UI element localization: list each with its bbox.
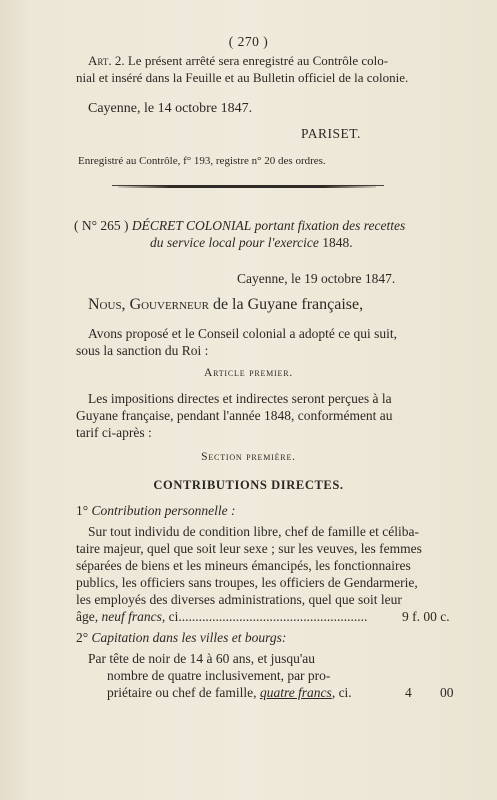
decree-number: ( N° 265 ) [74,218,129,233]
item1-line1: Sur tout individu de condition libre, chef de famille et céliba- [88,524,420,539]
item1-title: Contribution personnelle : [91,503,236,518]
dot-leader: ........................................................ [178,609,368,624]
decree-title-caps: DÉCRET COLONIAL [131,218,252,233]
art2-text1: Le présent arrêté sera enregistré au Contrôle colo- [127,53,389,68]
item2-title: Capitation dans les villes et bourgs: [91,630,287,645]
decree-title-line2 [150,234,353,251]
page-number: ( 270 ) [228,34,269,49]
article-line1: Les impositions directes et indirectes seront perçues à la [88,391,392,406]
item2-ci: , ci. [331,685,352,700]
item1-line3: séparées de biens et les mineurs émancipés, les fonctionnaires [76,558,411,573]
separator-rule-bold [118,185,376,188]
item2-number: 2° [76,630,89,645]
item1-ci: ci [168,609,179,624]
item2-amount-dec: 00 [440,685,454,700]
decree-title-service: du service local pour l'exercice [150,235,319,250]
art2-label: Art. 2. [88,53,125,68]
item2-proprietaire: priétaire ou chef de famille, [107,685,257,700]
item1-line6 [76,608,368,625]
preamble-line2: sous la sanction du Roi : [76,343,209,358]
section-premiere-heading: Section première. [201,451,296,463]
nous-line [88,296,363,314]
preamble-line1: Avons proposé et le Conseil colonial a adopté ce qui suit, [88,326,398,341]
item1-neuf-francs: neuf francs, [101,609,166,624]
item1-amount: 9 f. 00 c. [402,609,450,624]
article-line3: tarif ci-après : [76,425,152,440]
date-1847-10-14: Cayenne, le 14 octobre 1847. [88,101,253,116]
item1-number: 1° [76,503,89,518]
item1-line5: les employés des diverses administrations, quel que soit leur [76,592,402,607]
item1-heading [76,502,236,519]
article-line2: Guyane française, pendant l'année 1848, conformément au [76,408,393,423]
item2-line3 [107,684,352,701]
decree-title-line1 [74,217,405,234]
art2-line2: nial et inséré dans la Feuille et au Bulletin officiel de la colonie. [76,70,409,85]
item1-age: âge, [76,609,99,624]
decree-title-year: 1848. [322,235,353,250]
item2-amount-int: 4 [405,685,412,700]
article-premier-heading: Article premier. [203,367,294,379]
signature: PARISET. [301,126,361,141]
contributions-directes-heading: CONTRIBUTIONS DIRECTES. [153,478,344,492]
registration-note: Enregistré au Contrôle, f° 193, registre n° 20 des ordres. [78,155,326,167]
gouverneur-word: Gouverneur [129,296,209,313]
item2-quatre-francs: quatre francs [259,685,332,700]
item2-line1: Par tête de noir de 14 à 60 ans, et jusqu'au [88,651,315,666]
item1-line4: publics, les officiers sans troupes, les officiers de Gendarmerie, [76,575,418,590]
nous-rest: de la Guyane française, [212,296,364,313]
item2-line2: nombre de quatre inclusivement, par pro- [107,668,331,683]
item1-line2: taire majeur, quel que soit leur sexe ; sur les veuves, les femmes [76,541,422,556]
art2-line1 [88,52,388,69]
item2-heading [76,629,286,646]
decree-title-rest: portant fixation des recettes [254,218,406,233]
nous-word: Nous, [88,296,126,313]
decree-date: Cayenne, le 19 octobre 1847. [237,271,396,286]
